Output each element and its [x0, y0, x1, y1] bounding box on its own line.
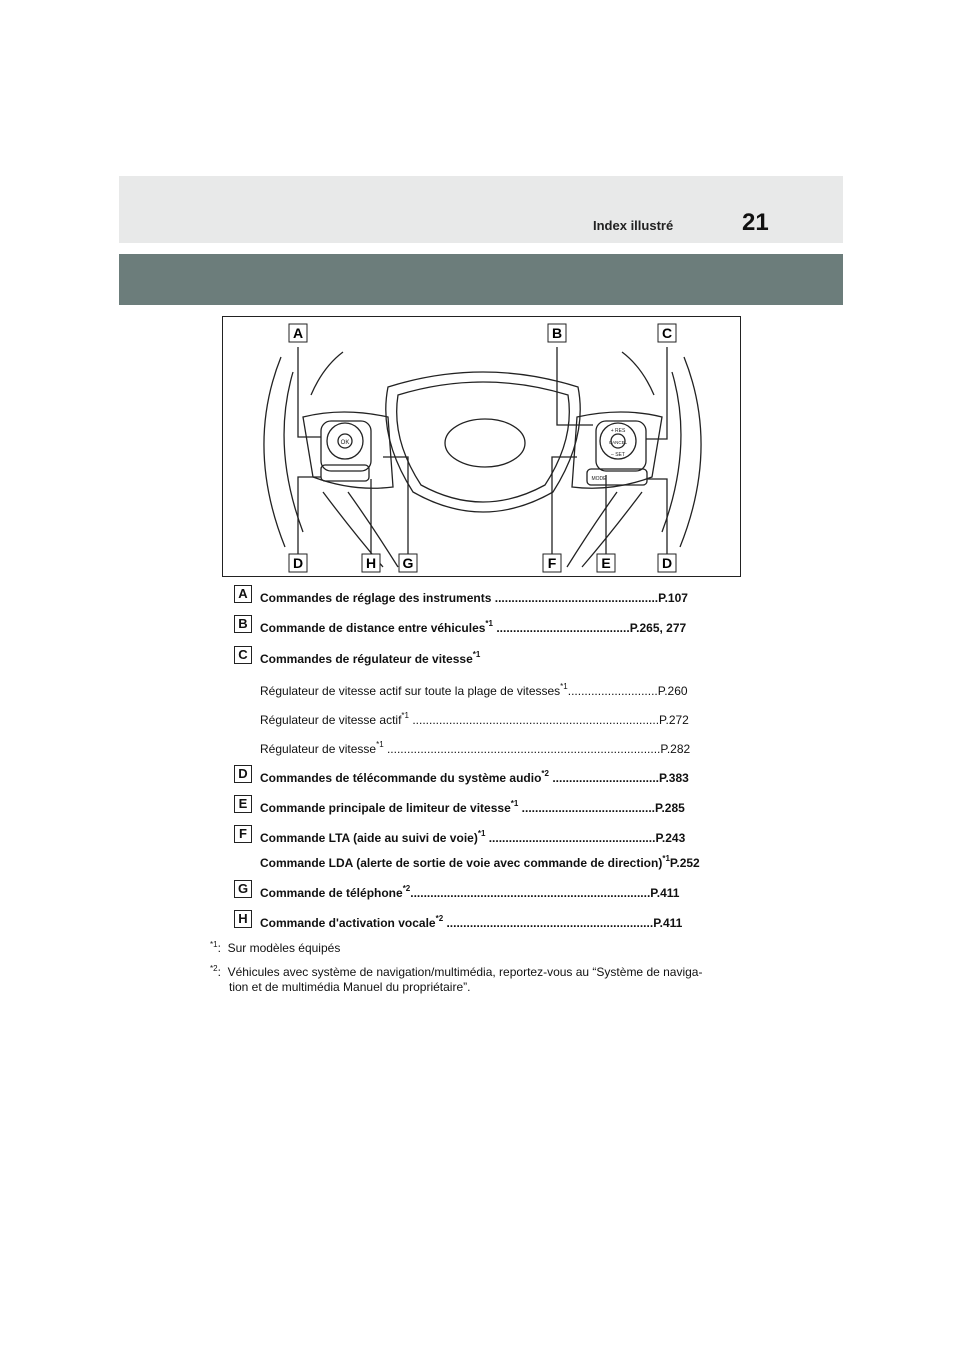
entry-letter-f: F: [234, 825, 252, 843]
footnote-2-continued: tion et de multimédia Manuel du propriétaire”.: [229, 980, 471, 994]
page-number: 21: [742, 209, 769, 236]
footnote-2: $^{*2}$: Véhicules avec système de navigation/multimédia, reportez-vous au “Système de naviga-: [210, 964, 703, 979]
entry-letter-d: D: [234, 765, 252, 783]
callout-g: G: [402, 555, 414, 571]
section-banner: [119, 254, 843, 305]
left-switch-pad: [321, 421, 371, 471]
entry-h: Commande d'activation vocale$^{*2}$ ..............................................................P.411: [260, 914, 683, 930]
entry-a: Commandes de réglage des instruments .................................................P.107: [260, 591, 688, 605]
rim-left-outer: [264, 357, 285, 547]
callout-d-right: D: [661, 555, 673, 571]
entry-letter-h: H: [234, 910, 252, 928]
entry-letter-g: G: [234, 880, 252, 898]
ok-button-label: OK: [340, 440, 350, 446]
callout-b: B: [551, 325, 563, 341]
set-button-label: – SET: [611, 452, 625, 458]
page-header: [119, 176, 843, 243]
entry-f: Commande LTA (aide au suivi de voie)$^{*1}$ ..................................................P.243: [260, 829, 686, 845]
entry-letter-e: E: [234, 795, 252, 813]
res-button-label: + RES: [610, 428, 626, 434]
mode-button-label: MODE: [591, 476, 607, 482]
entry-c-sub-3: Régulateur de vitesse$^{*1}$ ..................................................................................P.282: [260, 740, 691, 756]
cancel-button-label: CANCEL: [608, 440, 628, 445]
header-divider: [119, 243, 843, 247]
section-title: Index illustré: [593, 218, 674, 233]
callout-h: H: [365, 555, 377, 571]
left-volume-switch: [321, 465, 369, 481]
steering-wheel-diagram: [223, 317, 742, 578]
callout-e: E: [601, 555, 611, 571]
entry-letter-a: A: [234, 585, 252, 603]
callout-a: A: [292, 325, 304, 341]
airbag-emblem: [445, 419, 525, 467]
callout-d-left: D: [292, 555, 304, 571]
entry-g: Commande de téléphone$^{*2}$........................................................................P.411: [260, 884, 680, 900]
rim-left-inner: [284, 372, 303, 532]
hub-outline: [386, 372, 580, 512]
rim-top-left: [311, 352, 343, 395]
rim-right-outer: [680, 357, 701, 547]
entry-letter-c: C: [234, 646, 252, 664]
entry-c-sub-2: Régulateur de vitesse actif$^{*1}$ ..........................................................................P.272: [260, 711, 689, 727]
rim-right-inner: [662, 372, 681, 532]
entry-c: Commandes de régulateur de vitesse$^{*1}$: [260, 650, 481, 666]
steering-wheel-figure: [222, 316, 741, 577]
callout-f: F: [547, 555, 557, 571]
footnote-1: $^{*1}$: Sur modèles équipés: [210, 940, 341, 955]
entry-c-sub-1: Régulateur de vitesse actif sur toute la plage de vitesses$^{*1}$...........................P.260: [260, 682, 688, 698]
entry-b: Commande de distance entre véhicules$^{*1}$ ........................................P.265, 277: [260, 619, 687, 635]
entry-e: Commande principale de limiteur de vitesse$^{*1}$ ........................................P.285: [260, 799, 685, 815]
rim-top-right: [622, 352, 654, 395]
entry-d: Commandes de télécommande du système audio$^{*2}$ ................................P.383: [260, 769, 689, 785]
hub-inner: [397, 382, 570, 502]
callout-c: C: [661, 325, 673, 341]
entry-f-lda: Commande LDA (alerte de sortie de voie avec commande de direction)$^{*1}$P.252: [260, 854, 700, 870]
entry-letter-b: B: [234, 615, 252, 633]
